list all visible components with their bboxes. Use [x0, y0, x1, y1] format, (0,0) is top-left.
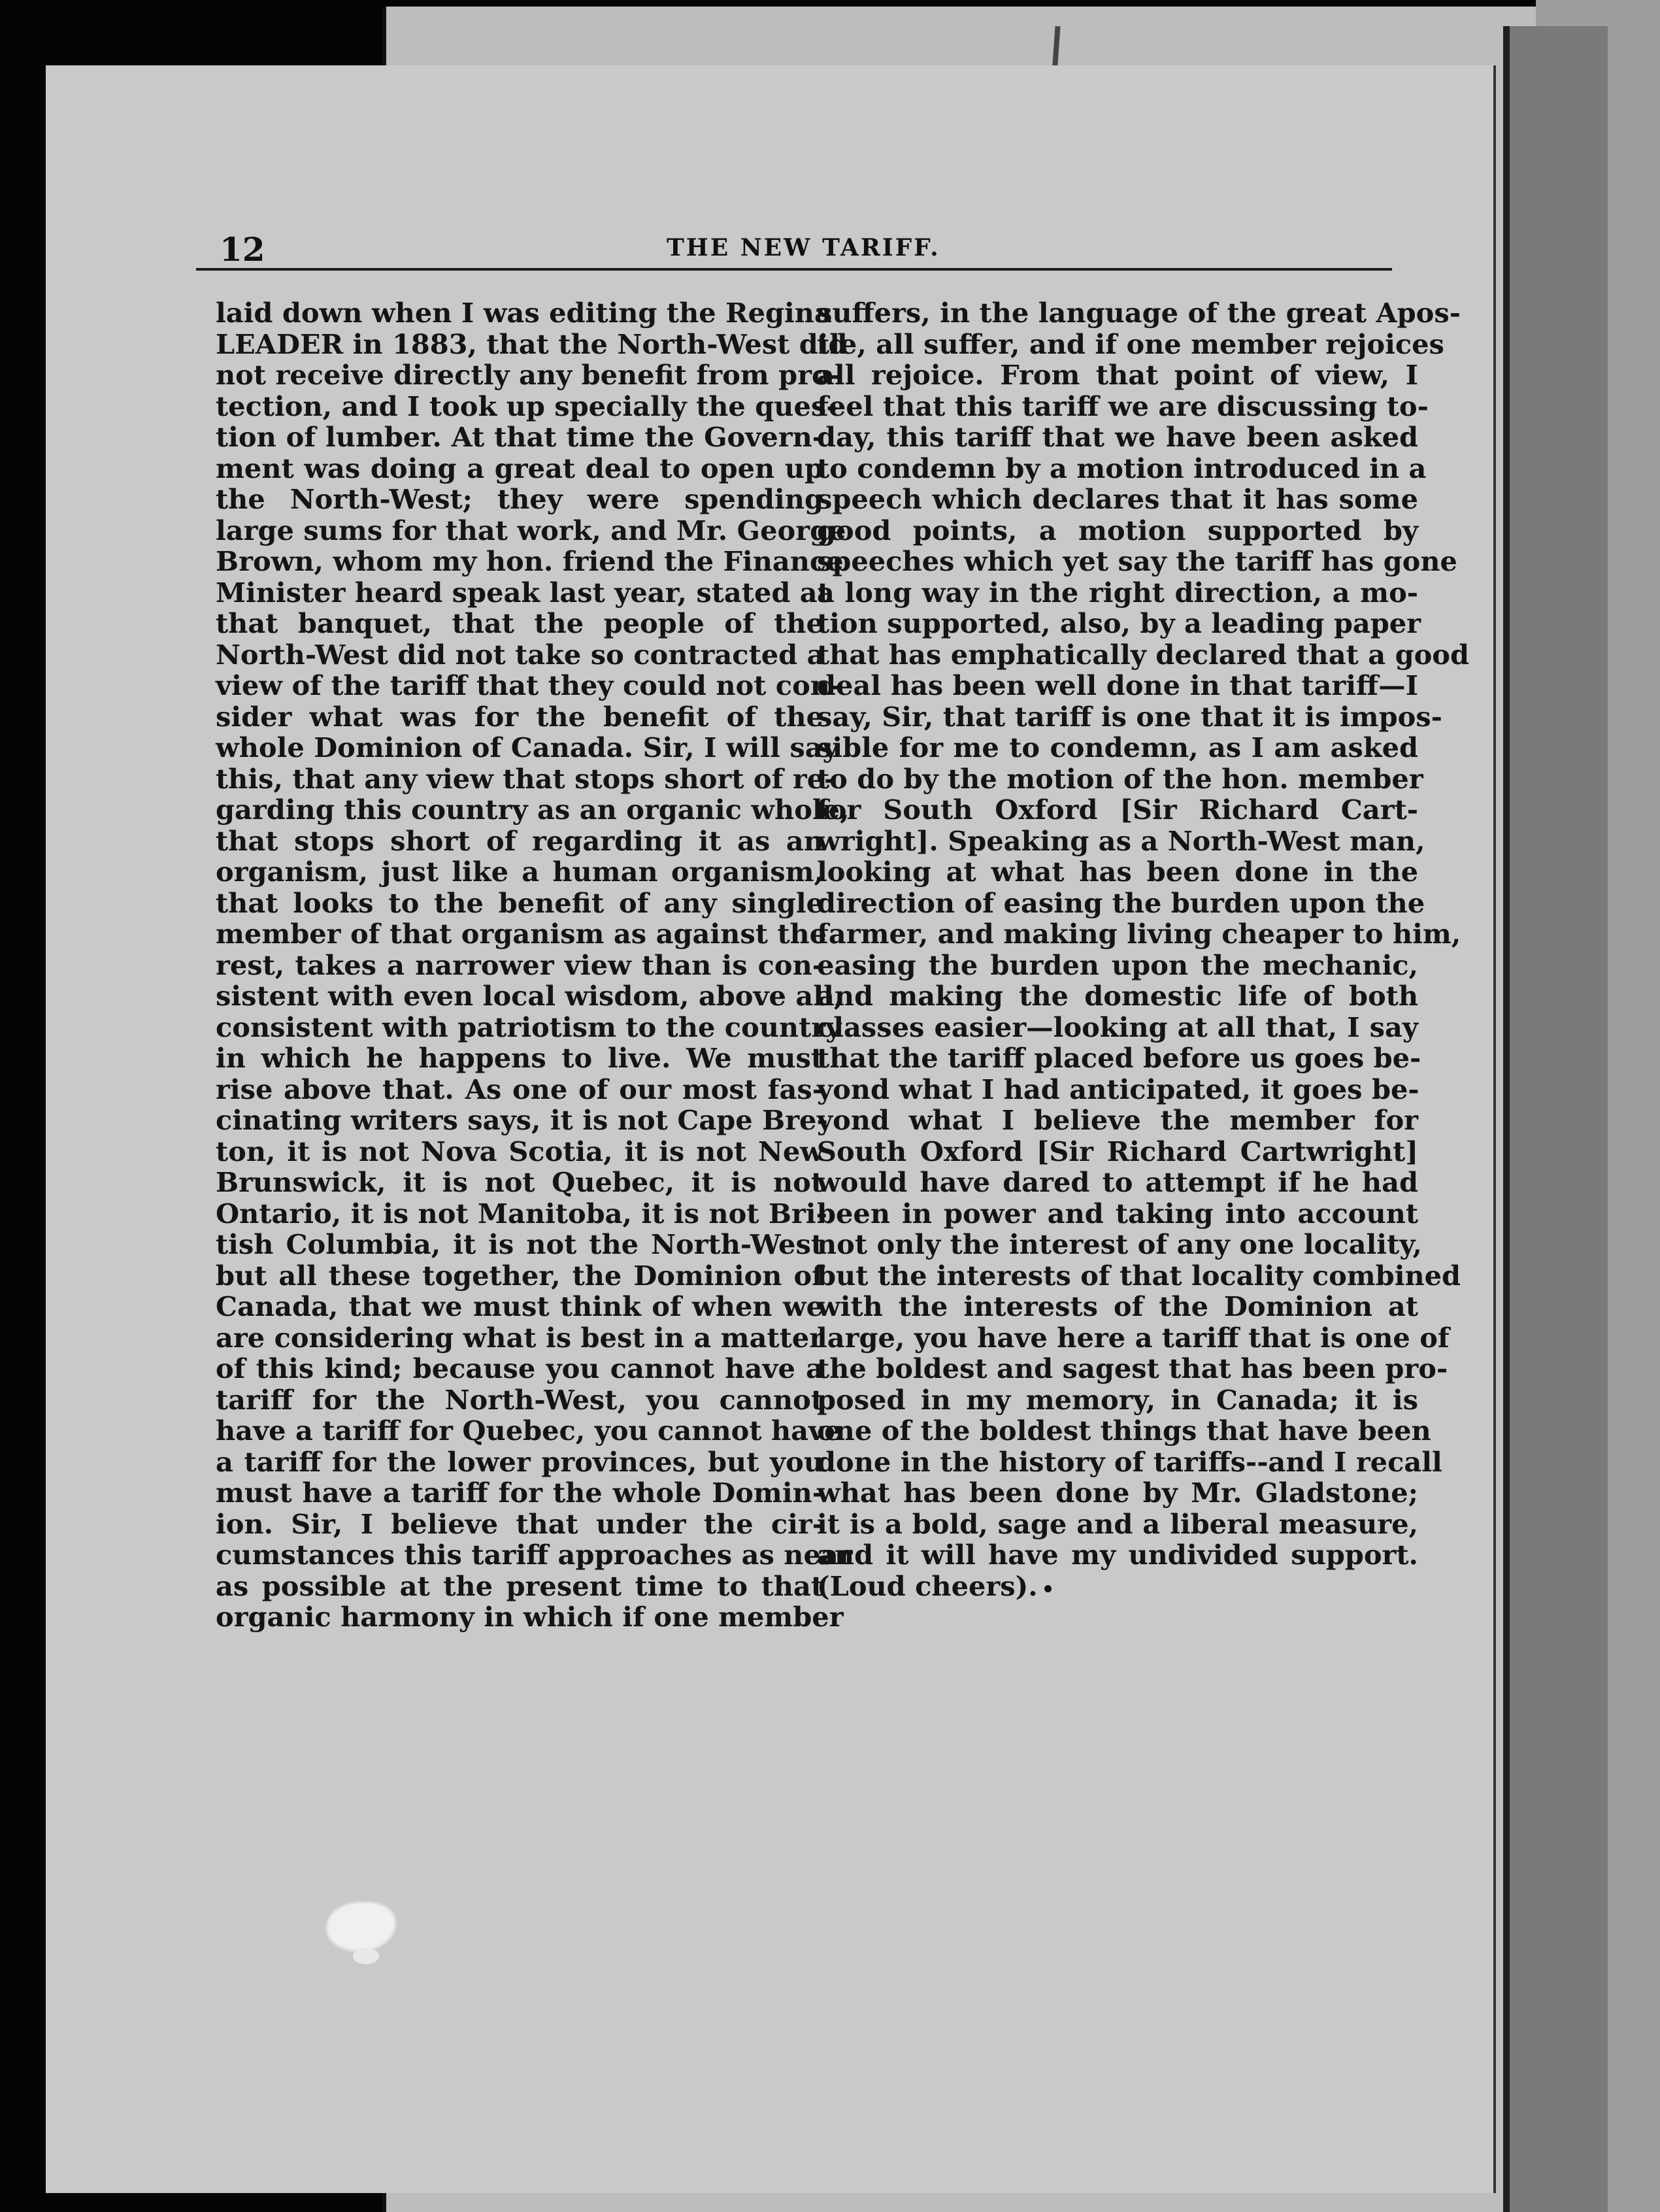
- text-line: view of the tariff that they could not con-: [216, 669, 842, 701]
- text-line: as possible at the present time to that: [216, 1569, 823, 1602]
- text-line: yond what I believe the member for: [817, 1104, 1418, 1136]
- text-line: this, that any view that stops short of re-: [216, 762, 836, 795]
- text-line: cumstances this tariff approaches as near: [216, 1539, 853, 1571]
- text-line: deal has been well done in that tariff—I: [817, 669, 1418, 701]
- text-line: farmer, and making living cheaper to him,: [817, 918, 1461, 950]
- text-line: tish Columbia, it is not the North-West: [216, 1228, 823, 1260]
- text-line: yond what I had anticipated, it goes be-: [817, 1073, 1419, 1105]
- text-line: good points, a motion supported by: [817, 514, 1418, 546]
- text-line: that has emphatically declared that a good: [817, 638, 1469, 671]
- text-line: a tariff for the lower provinces, but you: [216, 1445, 823, 1478]
- text-line: looking at what has been done in the: [817, 856, 1418, 888]
- text-line: member of that organism as against the: [216, 918, 827, 950]
- text-line: what has been done by Mr. Gladstone;: [817, 1477, 1418, 1509]
- text-line: ion. Sir, I believe that under the cir-: [216, 1507, 823, 1540]
- text-line: but the interests of that locality combined: [817, 1259, 1461, 1292]
- text-line: a long way in the right direction, a mo-: [817, 576, 1418, 609]
- text-line: day, this tariff that we have been asked: [817, 421, 1418, 453]
- text-line: to condemn by a motion introduced in a: [817, 452, 1427, 484]
- text-line: large, you have here a tariff that is one of: [817, 1321, 1450, 1354]
- text-line: whole Dominion of Canada. Sir, I will say: [216, 731, 838, 763]
- text-line: not only the interest of any one locality,: [817, 1228, 1422, 1260]
- paper-blemish-small: [353, 1948, 379, 1964]
- page-edge-strip: [1503, 26, 1608, 2212]
- running-title: THE NEW TARIFF.: [667, 234, 940, 261]
- right-text-column: [817, 297, 1469, 1602]
- text-line: say, Sir, that tariff is one that it is impos-: [817, 700, 1442, 733]
- text-line: LEADER in 1883, that the North-West did: [216, 327, 848, 360]
- text-line: and making the domestic life of both: [817, 980, 1418, 1012]
- running-header: [196, 216, 1392, 271]
- text-line: speeches which yet say the tariff has gone: [817, 545, 1457, 577]
- text-line: laid down when I was editing the Regina: [216, 297, 832, 329]
- text-line: South Oxford [Sir Richard Cartwright]: [817, 1135, 1418, 1167]
- text-line: tion supported, also, by a leading paper: [817, 607, 1421, 639]
- text-line: feel that this tariff we are discussing to-: [817, 390, 1429, 422]
- text-line: wright]. Speaking as a North-West man,: [817, 824, 1425, 857]
- text-line: easing the burden upon the mechanic,: [817, 948, 1418, 981]
- paper-blemish: [327, 1902, 395, 1951]
- text-line: and it will have my undivided support.: [817, 1539, 1418, 1571]
- text-line: that the tariff placed before us goes be-: [817, 1042, 1421, 1074]
- text-line: Brown, whom my hon. friend the Finance: [216, 545, 844, 577]
- text-line: cinating writers says, it is not Cape Bre-: [216, 1104, 828, 1136]
- text-line: rise above that. As one of our most fas-: [216, 1073, 823, 1105]
- text-line: consistent with patriotism to the country: [216, 1011, 842, 1043]
- text-line: with the interests of the Dominion at: [817, 1290, 1418, 1322]
- text-line: classes easier—looking at all that, I say: [817, 1011, 1418, 1043]
- page-number: 12: [220, 230, 265, 269]
- text-line: sider what was for the benefit of the: [216, 700, 823, 733]
- text-line: Ontario, it is not Manitoba, it is not Bri-: [216, 1197, 827, 1230]
- text-line: rest, takes a narrower view than is con-: [216, 948, 823, 981]
- text-line: of this kind; because you cannot have a: [216, 1352, 823, 1384]
- text-line: but all these together, the Dominion of: [216, 1259, 823, 1292]
- text-line: that banquet, that the people of the: [216, 607, 823, 639]
- text-line: it is a bold, sage and a liberal measure,: [817, 1507, 1418, 1540]
- text-line: all rejoice. From that point of view, I: [817, 359, 1418, 391]
- text-line: that stops short of regarding it as an: [216, 824, 823, 857]
- text-line: sible for me to condemn, as I am asked: [817, 731, 1418, 763]
- text-line: large sums for that work, and Mr. George: [216, 514, 846, 546]
- text-line: been in power and taking into account: [817, 1197, 1418, 1230]
- text-line: the boldest and sagest that has been pro-: [817, 1352, 1448, 1384]
- text-line: in which he happens to live. We must: [216, 1042, 823, 1074]
- text-line: sistent with even local wisdom, above all,: [216, 980, 844, 1012]
- text-line: ment was doing a great deal to open up: [216, 452, 823, 484]
- text-line: must have a tariff for the whole Domin-: [216, 1477, 823, 1509]
- text-line: for South Oxford [Sir Richard Cart-: [817, 794, 1418, 826]
- text-line: tle, all suffer, and if one member rejoices: [817, 327, 1444, 360]
- end-mark: [1044, 1585, 1052, 1592]
- text-line: tariff for the North-West, you cannot: [216, 1383, 823, 1416]
- text-line: Minister heard speak last year, stated at: [216, 576, 830, 609]
- text-line: that looks to the benefit of any single: [216, 886, 823, 919]
- left-text-column: [216, 297, 853, 1633]
- text-line: organism, just like a human organism,: [216, 856, 823, 888]
- text-line: Brunswick, it is not Quebec, it is not: [216, 1166, 823, 1198]
- text-line: (Loud cheers).: [817, 1571, 1418, 1602]
- text-line: have a tariff for Quebec, you cannot have: [216, 1415, 842, 1447]
- text-line: posed in my memory, in Canada; it is: [817, 1383, 1418, 1416]
- text-line: organic harmony in which if one member: [216, 1601, 844, 1633]
- text-line: Canada, that we must think of when we: [216, 1290, 823, 1322]
- text-line: garding this country as an organic whole,: [216, 794, 850, 826]
- text-line: suffers, in the language of the great Apos-: [817, 297, 1461, 329]
- text-line: speech which declares that it has some: [817, 483, 1418, 515]
- text-line: direction of easing the burden upon the: [817, 886, 1425, 919]
- text-line: North-West did not take so contracted a: [216, 638, 825, 671]
- text-line: tection, and I took up specially the ques-: [216, 390, 838, 422]
- text-line: one of the boldest things that have been: [817, 1415, 1431, 1447]
- text-line: tion of lumber. At that time the Govern-: [216, 421, 823, 453]
- text-line: would have dared to attempt if he had: [817, 1166, 1418, 1198]
- text-line: done in the history of tariffs--and I recall: [817, 1445, 1442, 1478]
- text-line: the North-West; they were spending: [216, 483, 823, 515]
- text-line: are considering what is best in a matter: [216, 1321, 824, 1354]
- text-line: to do by the motion of the hon. member: [817, 762, 1423, 795]
- text-line: not receive directly any benefit from pro-: [216, 359, 841, 391]
- text-line: ton, it is not Nova Scotia, it is not New: [216, 1135, 823, 1167]
